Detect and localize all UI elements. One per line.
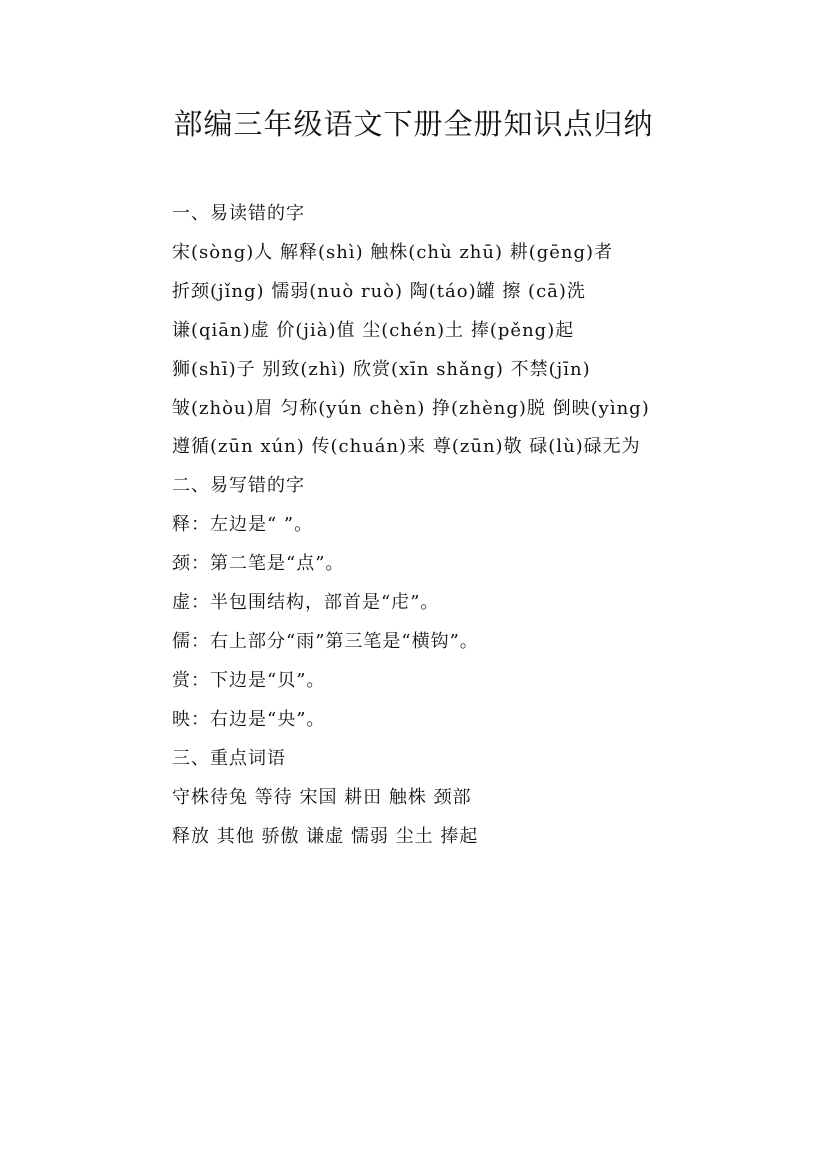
paragraph: 虚：半包围结构，部首是“虍”。	[172, 592, 440, 614]
document-body	[126, 195, 718, 856]
section-heading-1: 一、易读错的字	[172, 203, 305, 224]
paragraph: 遵循(zūn xún) 传(chuán)来 尊(zūn)敬 碌(lù)碌无为	[172, 436, 641, 458]
paragraph: 狮(shī)子 别致(zhì) 欣赏(xīn shǎng) 不禁(jīn)	[172, 358, 591, 380]
paragraph: 守株待兔 等待 宋国 耕田 触株 颈部	[172, 786, 472, 808]
paragraph: 谦(qiān)虚 价(jià)值 尘(chén)土 捧(pěng)起	[172, 319, 575, 341]
document-title: 部编三年级语文下册全册知识点归纳	[173, 107, 654, 141]
paragraph: 赏：下边是“贝”。	[172, 669, 326, 691]
section-heading-3: 三、重点词语	[172, 747, 286, 769]
paragraph: 映：右边是“央”。	[172, 708, 326, 730]
paragraph: 皱(zhòu)眉 匀称(yún chèn) 挣(zhèng)脱 倒映(yìng)	[172, 397, 650, 419]
paragraph: 颈：第二笔是“点”。	[172, 553, 345, 575]
paragraph: 折颈(jǐng) 懦弱(nuò ruò) 陶(táo)罐 擦 (cā)洗	[172, 280, 586, 302]
paragraph: 释：左边是“ ”。	[172, 514, 314, 536]
paragraph: 宋(sòng)人 解释(shì) 触株(chù zhū) 耕(gēng)者	[172, 241, 614, 263]
paragraph: 儒：右上部分“雨”第三笔是“横钩”。	[172, 630, 479, 652]
section-heading-2: 二、易写错的字	[172, 475, 305, 497]
paragraph: 释放 其他 骄傲 谦虚 懦弱 尘土 捧起	[172, 825, 479, 847]
